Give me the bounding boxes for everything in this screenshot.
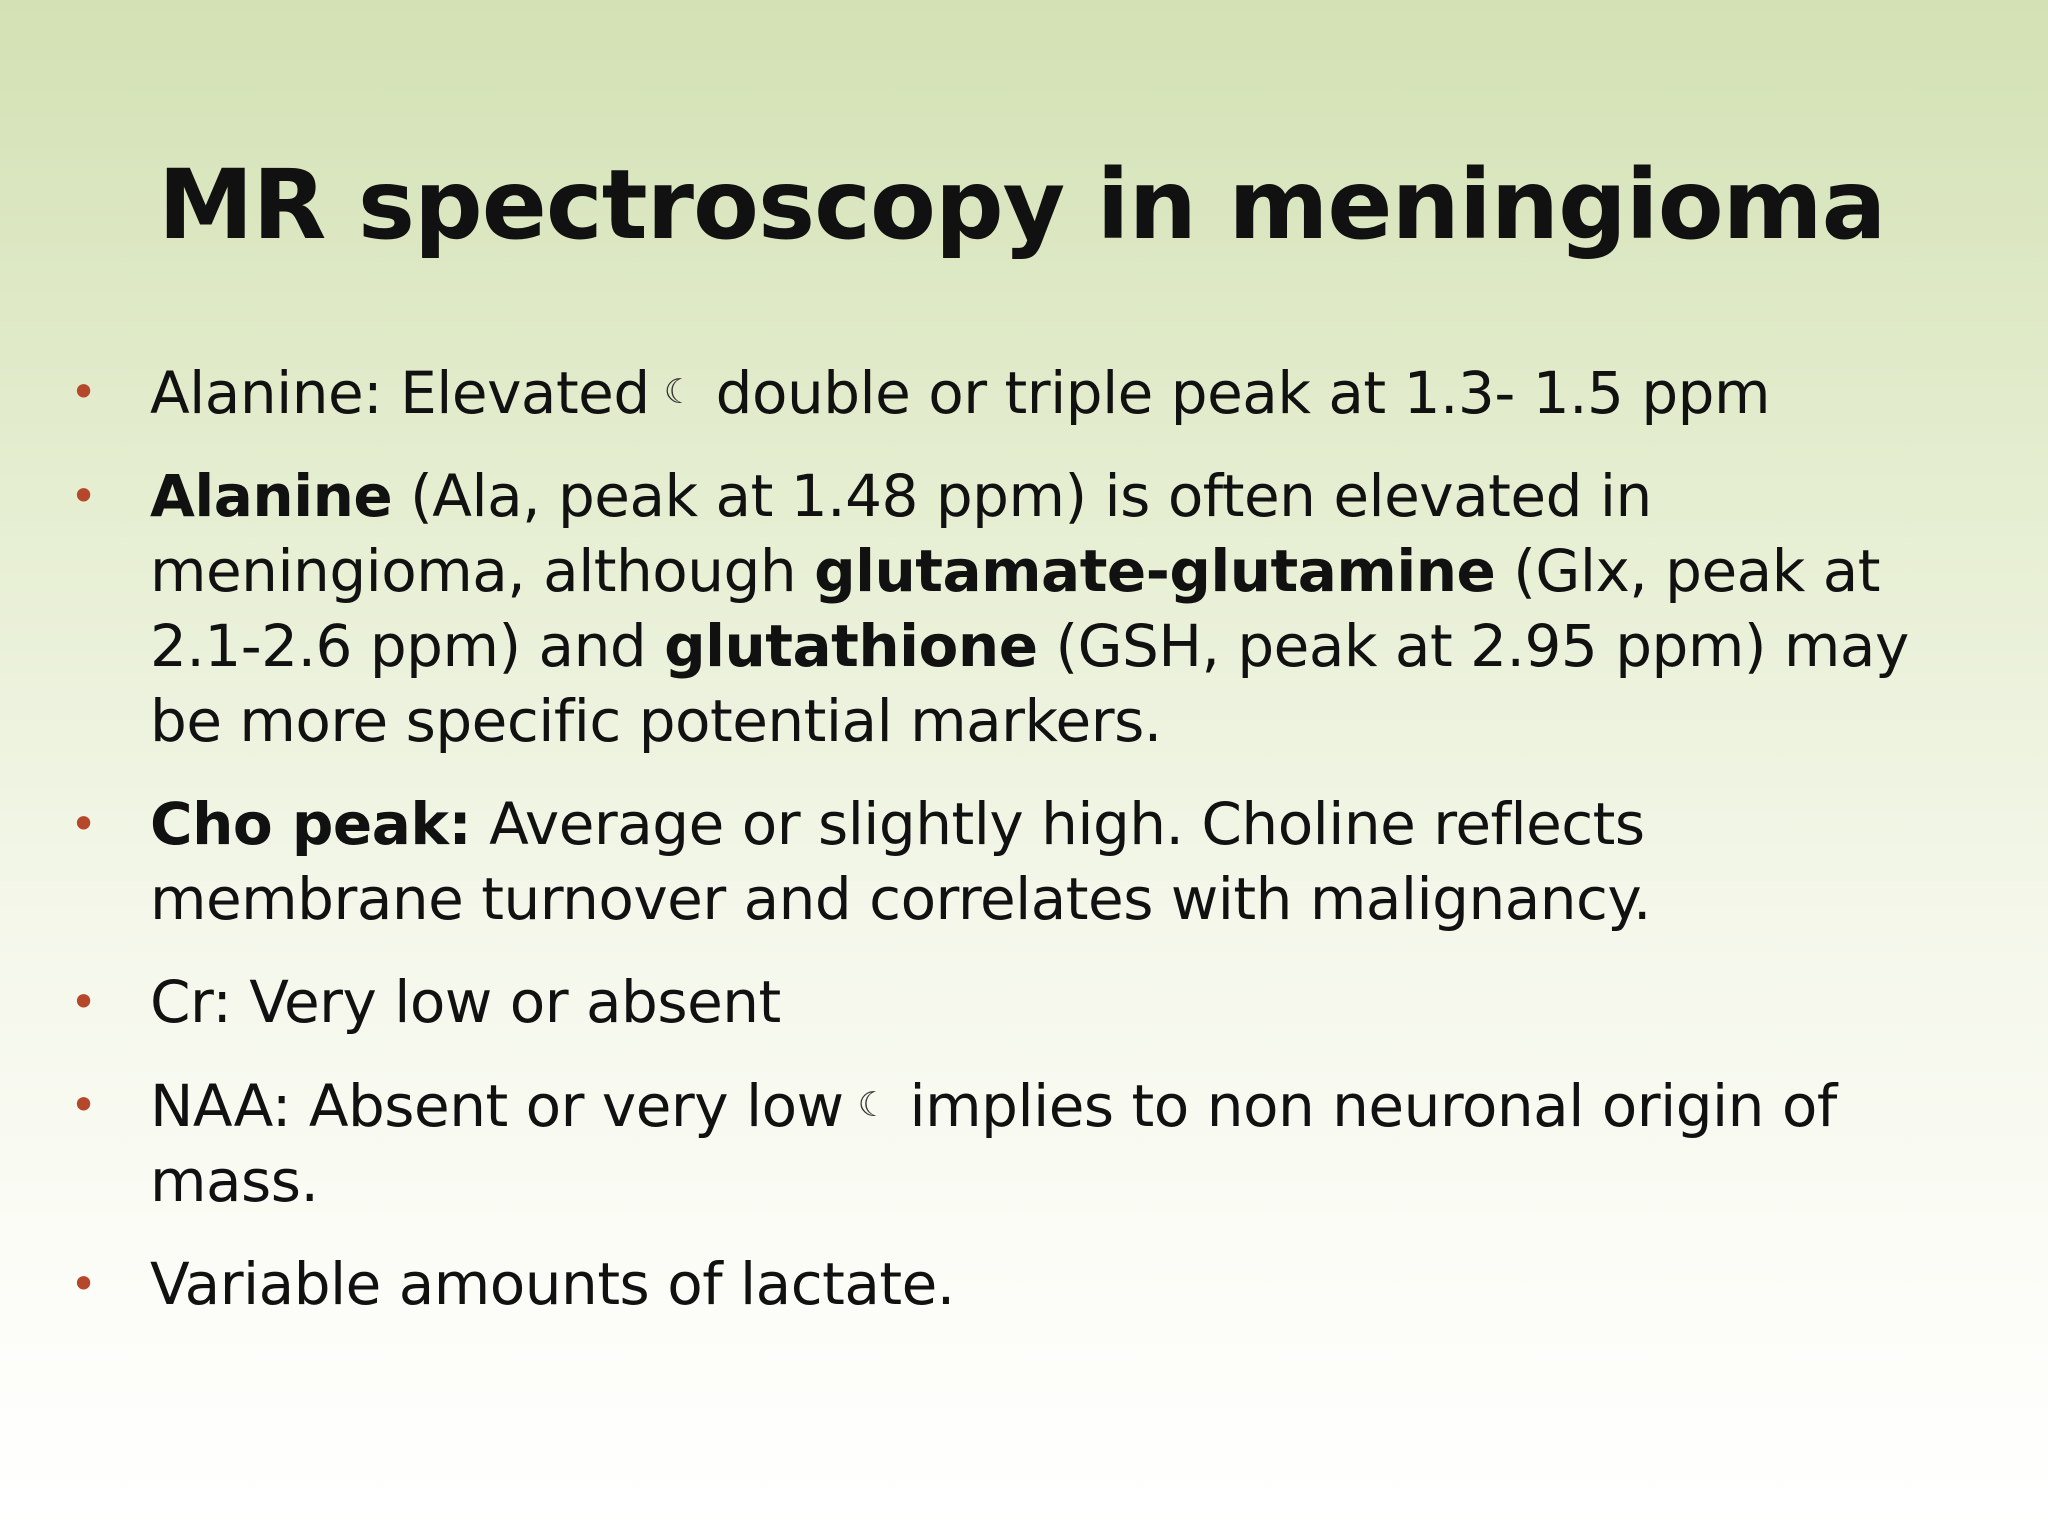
bullet-dot-icon: •: [70, 975, 97, 1029]
bullet-text: (GSH, peak at 2.95 ppm) may be more specific potential markers.: [150, 612, 1909, 755]
bullet-cr: [70, 965, 1970, 1040]
bullet-list: [70, 355, 1970, 1350]
bold-term: Cho peak:: [150, 790, 472, 858]
bold-term: glutathione: [664, 612, 1038, 680]
bullet-text: Cr: Very low or absent: [150, 968, 781, 1036]
slide-title: MR spectroscopy in meningioma: [158, 149, 1886, 261]
bold-term: Alanine: [150, 462, 393, 530]
bullet-lactate: [70, 1247, 1970, 1322]
moon-symbol-icon: ☾: [663, 372, 694, 412]
bullet-dot-icon: •: [70, 1078, 97, 1132]
bullet-dot-icon: •: [70, 469, 97, 523]
moon-symbol-icon: ☾: [857, 1085, 888, 1125]
bullet-text: implies to non neuronal origin of mass.: [150, 1072, 1837, 1215]
bullet-text: NAA: Absent or very low: [150, 1072, 844, 1140]
bullet-dot-icon: •: [70, 1257, 97, 1311]
bullet-text: Average or slightly high. Choline reflects membrane turnover and correlates with malignancy.: [150, 790, 1651, 933]
bullet-text: (Ala, peak at 1.48 ppm) is often elevated in meningioma, although: [150, 462, 1652, 605]
bullet-text: double or triple peak at 1.3- 1.5 ppm: [715, 359, 1771, 427]
bullet-alanine-elevated: [70, 355, 1970, 431]
bullet-naa: [70, 1068, 1970, 1219]
bold-term: glutamate-glutamine: [814, 537, 1496, 605]
bullet-text: Alanine: Elevated: [150, 359, 650, 427]
bullet-text: Variable amounts of lactate.: [150, 1250, 955, 1318]
bullet-alanine-detail: [70, 459, 1970, 759]
bullet-text: (Glx, peak at 2.1-2.6 ppm) and: [150, 537, 1880, 680]
bullet-dot-icon: •: [70, 797, 97, 851]
bullet-dot-icon: •: [70, 365, 97, 419]
bullet-cho-peak: [70, 787, 1970, 937]
